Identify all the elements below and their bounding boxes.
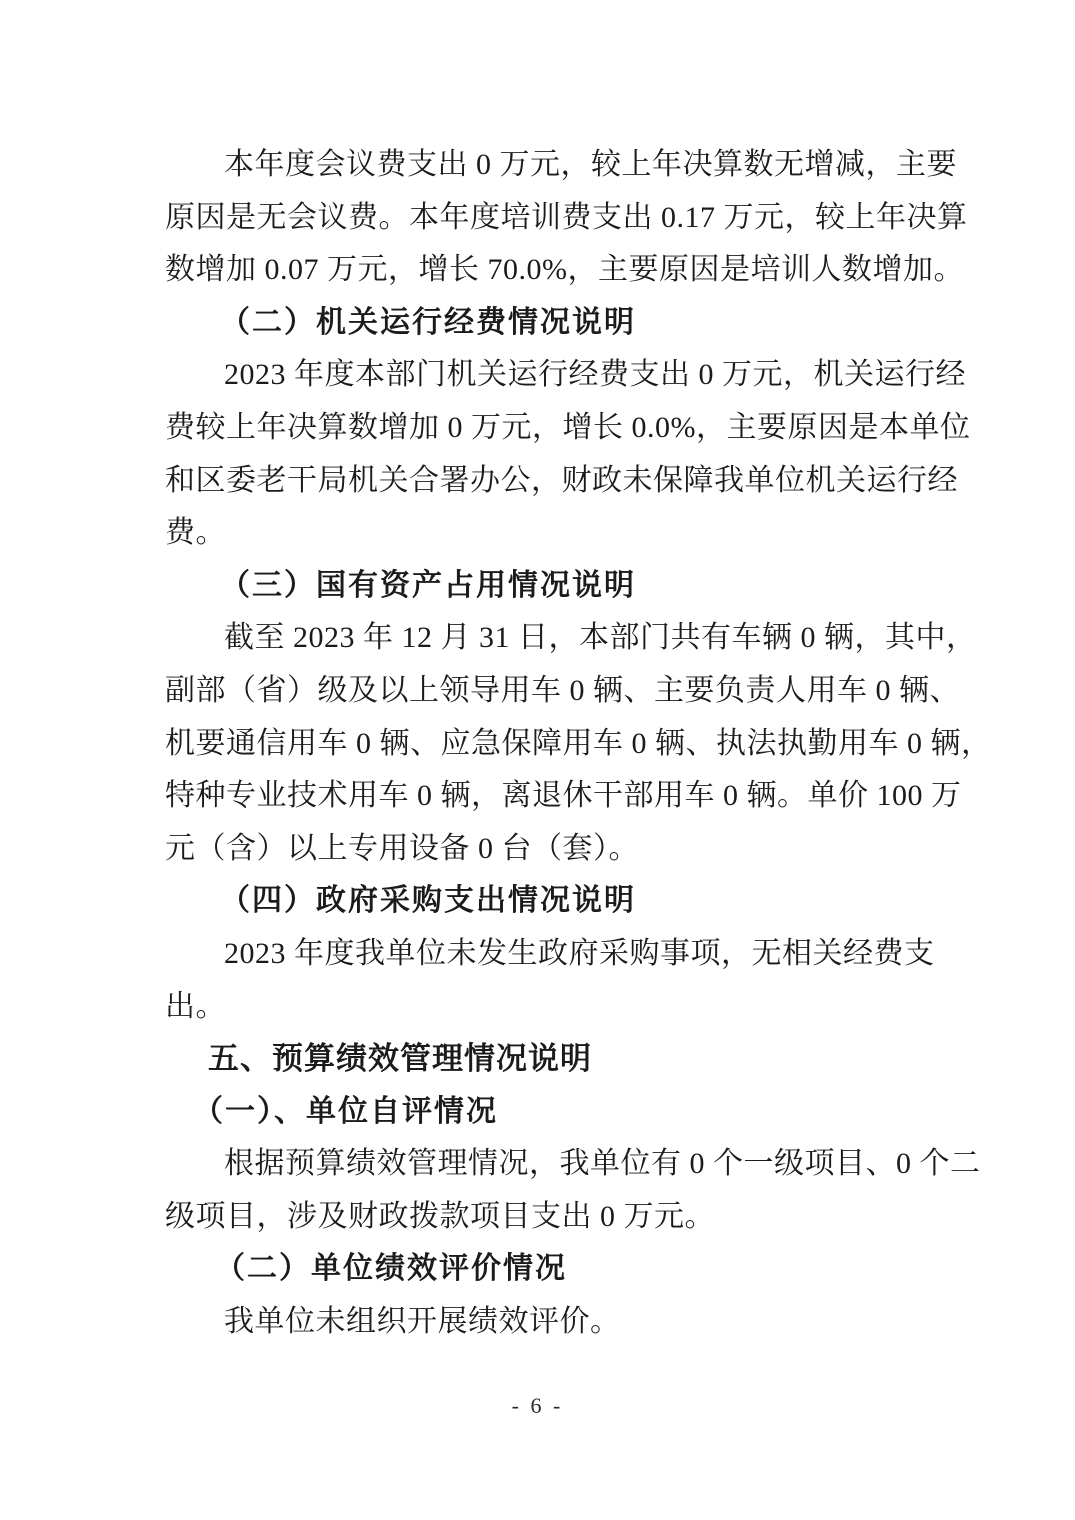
page-number: - 6 - <box>511 1393 564 1418</box>
text-line: 2023 年度本部门机关运行经费支出 0 万元，机关运行经 <box>224 358 966 392</box>
text-line: 费较上年决算数增加 0 万元，增长 0.0%，主要原因是本单位 <box>165 410 971 444</box>
text-line: 出。 <box>165 989 226 1023</box>
text-line: 本年度会议费支出 0 万元，较上年决算数无增减，主要 <box>224 148 957 181</box>
text-line: 特种专业技术用车 0 辆，离退休干部用车 0 辆。单价 100 万 <box>165 779 962 813</box>
text-line: （二）单位绩效评价情况 <box>215 1252 567 1286</box>
text-line: 副部（省）级及以上领导用车 0 辆、主要负责人用车 0 辆、 <box>165 673 960 707</box>
text-line: 我单位未组织开展绩效评价。 <box>224 1305 621 1339</box>
text-line: 原因是无会议费。本年度培训费支出 0.17 万元，较上年决算 <box>165 200 968 234</box>
text-line: （二）机关运行经费情况说明 <box>220 305 636 339</box>
text-line: 费。 <box>165 516 226 550</box>
text-line: 元（含）以上专用设备 0 台（套）。 <box>165 831 639 865</box>
text-line: 五、预算绩效管理情况说明 <box>208 1041 592 1077</box>
text-line: 机要通信用车 0 辆、应急保障用车 0 辆、执法执勤用车 0 辆， <box>165 726 992 760</box>
text-line: 根据预算绩效管理情况，我单位有 0 个一级项目、0 个二 <box>224 1147 981 1181</box>
text-line: 数增加 0.07 万元，增长 70.0%，主要原因是培训人数增加。 <box>165 253 964 287</box>
text-line: （三）国有资产占用情况说明 <box>220 568 636 602</box>
text-line: 和区委老干局机关合署办公，财政未保障我单位机关运行经 <box>165 463 958 497</box>
text-line: （四）政府采购支出情况说明 <box>220 884 636 918</box>
text-line: 2023 年度我单位未发生政府采购事项，无相关经费支 <box>224 936 935 970</box>
text-line: 级项目，涉及财政拨款项目支出 0 万元。 <box>165 1199 715 1233</box>
text-line: 截至 2023 年 12 月 31 日，本部门共有车辆 0 辆，其中， <box>224 621 977 655</box>
document-body <box>165 139 992 1349</box>
text-line: （一）、单位自评情况 <box>193 1094 498 1128</box>
